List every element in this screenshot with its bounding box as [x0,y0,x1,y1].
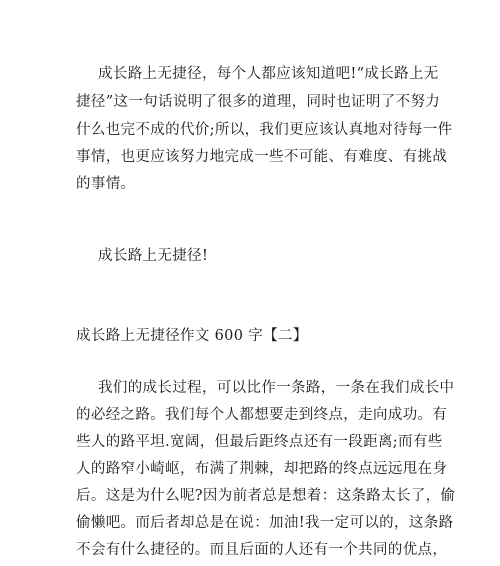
paragraph-1-line-5: 的事情。 [76,176,136,192]
paragraph-1-line-1: 成长路上无捷径，每个人都应该知道吧!“成长路上无 [98,66,439,82]
paragraph-3-line-4: 人的路窄小崎岖，布满了荆棘，却把路的终点远远甩在身 [76,461,448,477]
paragraph-1-line-2: 捷径”这一句话说明了很多的道理，同时也证明了不努力 [76,94,441,110]
paragraph-3-line-3: 些人的路平坦.宽阔，但最后距终点还有一段距离;而有些 [76,434,443,450]
paragraph-1-line-4: 事情，也更应该努力地完成一些不可能、有难度、有挑战 [76,149,448,165]
paragraph-3-line-5: 后。这是为什么呢?因为前者总是想着：这条路太长了，偷 [76,488,456,504]
paragraph-2: 成长路上无捷径! [98,248,209,264]
paragraph-3-line-6: 偷懒吧。而后者却总是在说：加油!我一定可以的，这条路 [76,515,454,531]
section-heading: 成长路上无捷径作文 600 字【二】 [76,328,308,344]
paragraph-3-line-7: 不会有什么捷径的。而且后面的人还有一个共同的优点， [76,542,448,558]
paragraph-1-line-3: 什么也完不成的代价;所以，我们更应该认真地对待每一件 [76,122,453,138]
paragraph-3-line-1: 我们的成长过程，可以比作一条路，一条在我们成长中 [98,380,455,396]
paragraph-3-line-2: 的必经之路。我们每个人都想要走到终点，走向成功。有 [76,407,448,423]
